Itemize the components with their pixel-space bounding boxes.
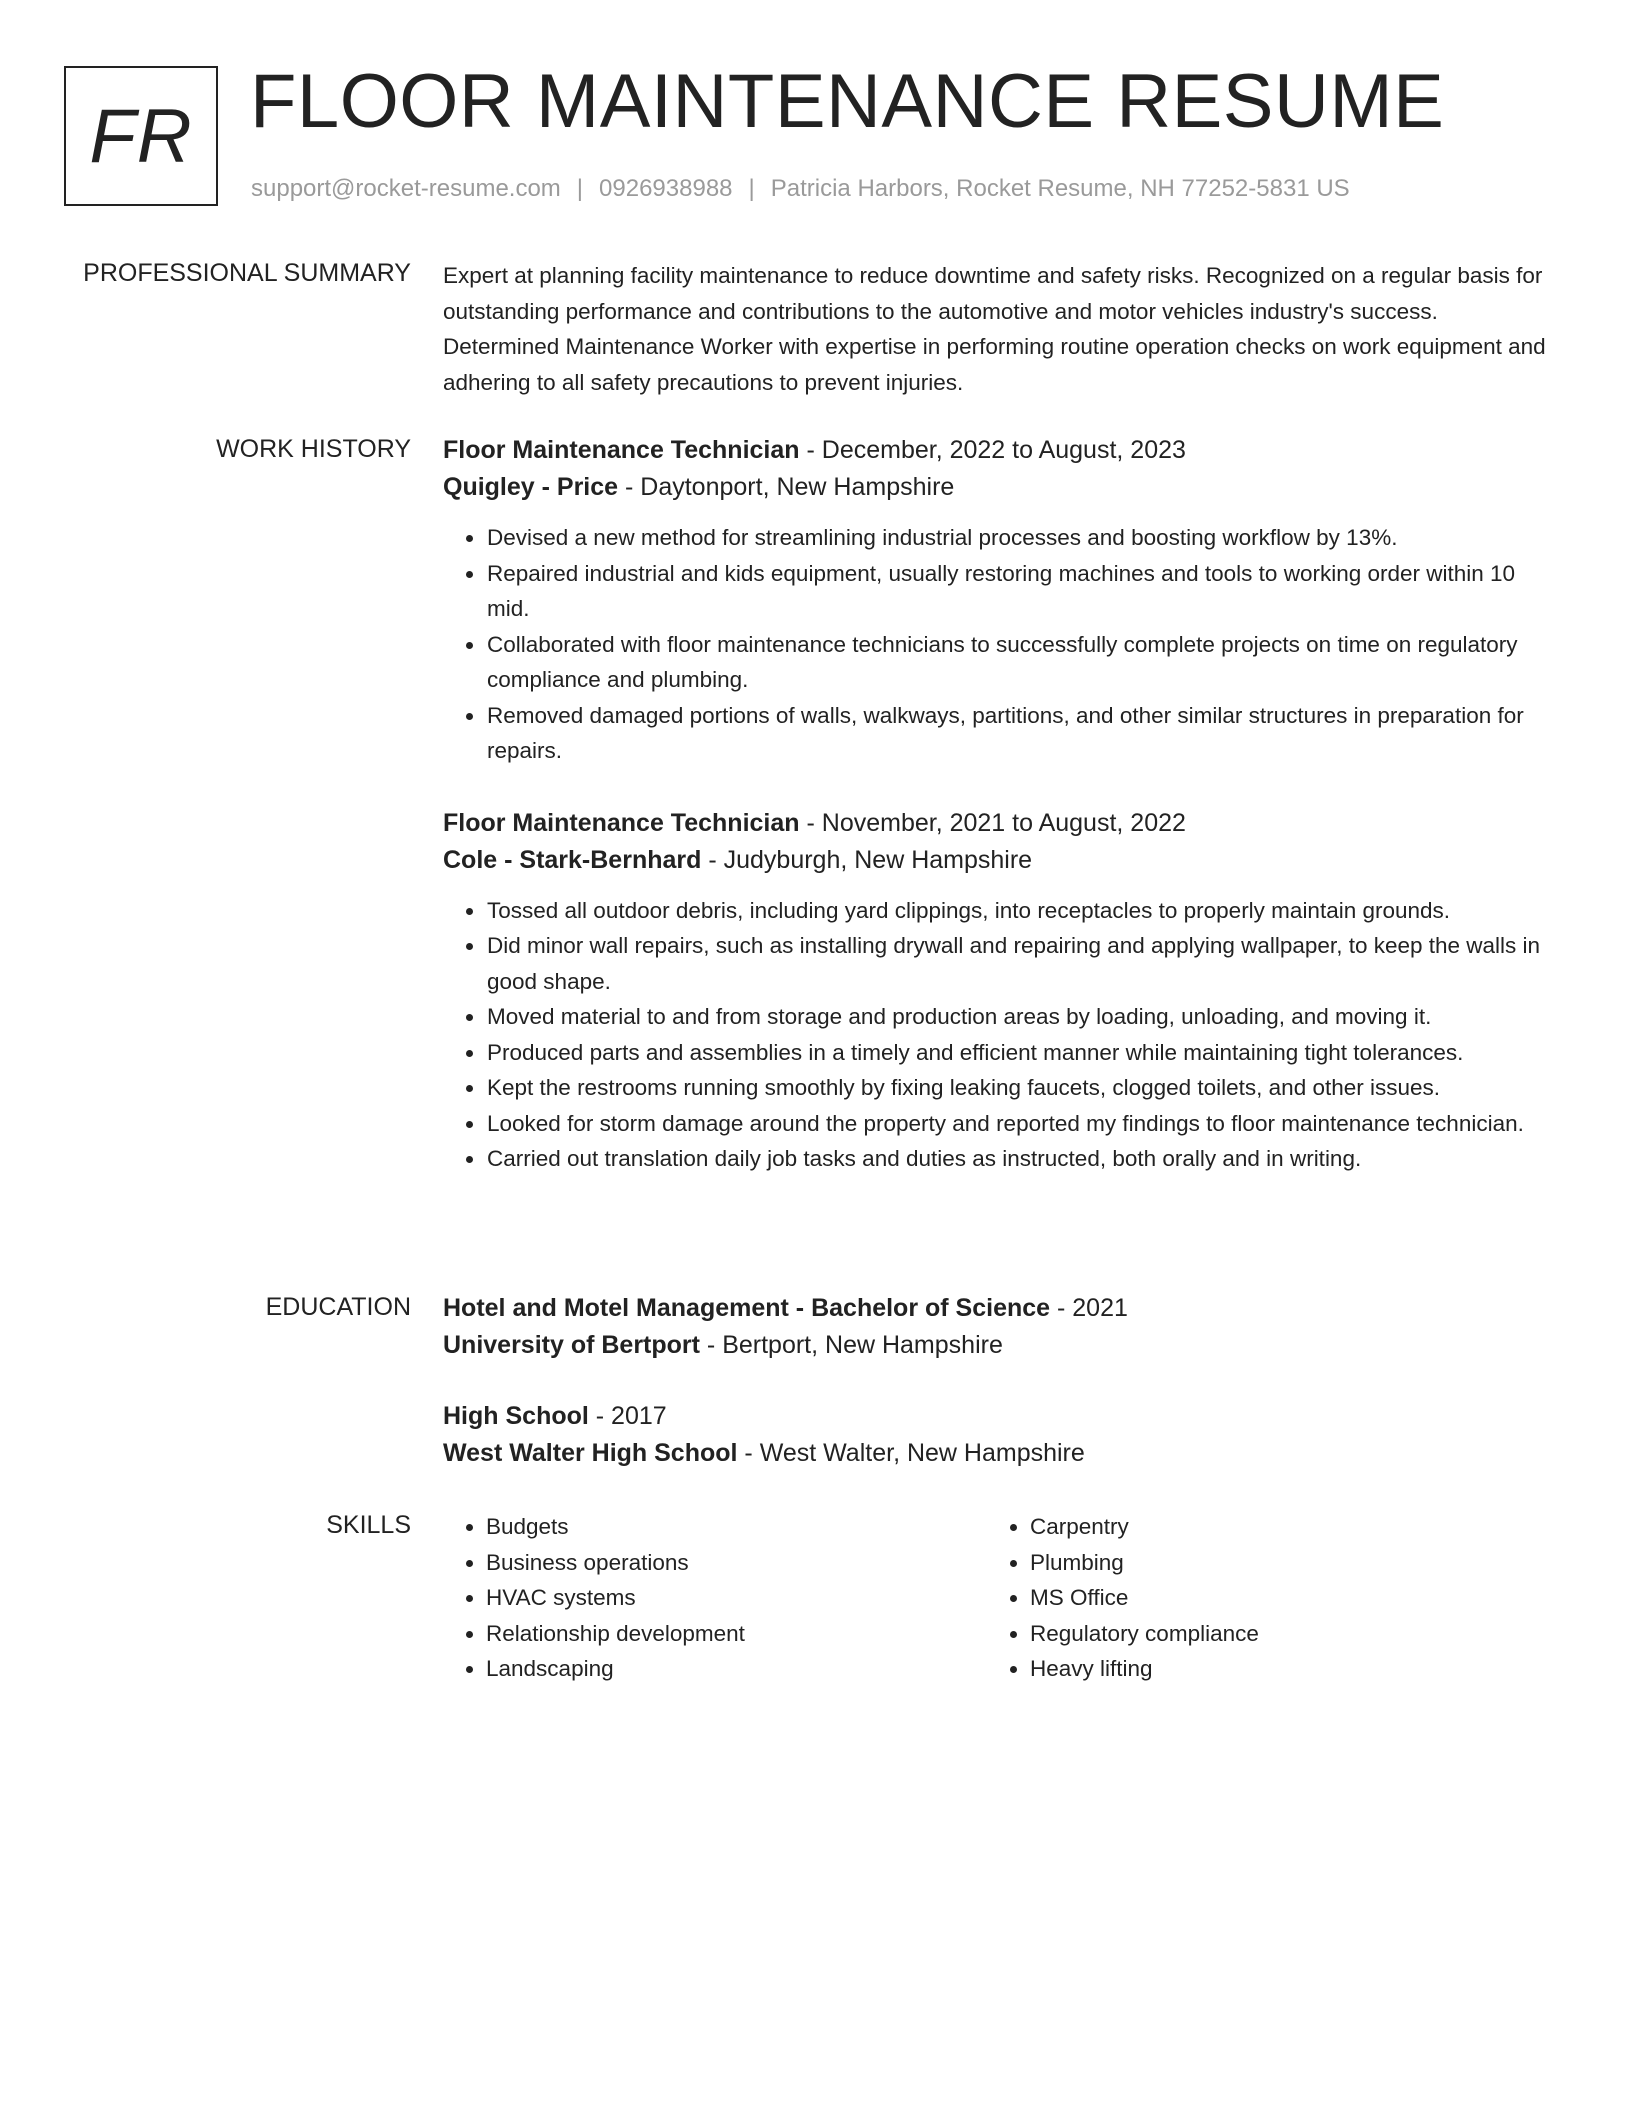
contact-separator: | <box>748 175 755 202</box>
monogram-text: FR <box>89 93 193 179</box>
job-bullet: • Repaired industrial and kids equipment, usually restoring machines and tools to working order within 10 mid. <box>486 556 1555 627</box>
skill-item: • Regulatory compliance <box>1030 1616 1530 1652</box>
contact-phone: 0926938988 <box>599 175 733 202</box>
job-title: Floor Maintenance Technician <box>443 436 800 464</box>
summary-text: Expert at planning facility maintenance to reduce downtime and safety risks. Recognized on a regular basis for outstanding performance and contributions to the automotive and motor vehicles industry's success. Determined Maintenance Worker with expertise in performing routine operation checks on work equipment and adhering to all safety precautions to prevent injuries. <box>443 263 1546 395</box>
job-entry <box>443 805 1555 1177</box>
contact-address: Patricia Harbors, Rocket Resume, NH 77252-5831 US <box>770 175 1350 202</box>
job-bullet: • Kept the restrooms running smoothly by fixing leaking faucets, clogged toilets, and other issues. <box>486 1070 1555 1106</box>
job-bullet: • Carried out translation daily job tasks and duties as instructed, both orally and in writing. <box>486 1141 1555 1177</box>
school-location: - Bertport, New Hampshire <box>699 1331 1003 1359</box>
job-title: Floor Maintenance Technician <box>443 808 800 837</box>
degree-year: - 2021 <box>1050 1294 1128 1322</box>
job-location: - Judyburgh, New Hampshire <box>701 845 1033 874</box>
job-bullet: • Devised a new method for streamlining industrial processes and boosting workflow by 13%. <box>486 520 1555 556</box>
skills-columns <box>443 1509 1555 1687</box>
skill-item: • HVAC systems <box>486 1580 986 1616</box>
skill-item: • MS Office <box>1030 1580 1530 1616</box>
job-bullet: • Produced parts and assemblies in a timely and efficient manner while maintaining tight tolerances. <box>486 1035 1555 1071</box>
job-bullets <box>443 520 1555 769</box>
education-entry <box>443 1290 1555 1364</box>
job-dates: - November, 2021 to August, 2022 <box>799 808 1186 837</box>
monogram-badge <box>64 66 218 206</box>
job-entry <box>443 432 1555 769</box>
job-location: - Daytonport, New Hampshire <box>618 473 955 501</box>
skills-column-1 <box>443 1509 986 1687</box>
degree: Hotel and Motel Management - Bachelor of Science <box>443 1294 1051 1322</box>
degree-line <box>443 1398 1555 1435</box>
resume-title: FLOOR MAINTENANCE RESUME <box>250 59 1445 144</box>
job-bullet: • Looked for storm damage around the property and reported my findings to floor maintenance technician. <box>486 1106 1555 1142</box>
skill-item: • Plumbing <box>1030 1545 1530 1581</box>
school: West Walter High School <box>443 1439 738 1467</box>
school-line <box>443 1435 1555 1472</box>
skills-body <box>443 1509 1555 1687</box>
skill-item: • Relationship development <box>486 1616 986 1652</box>
contact-separator: | <box>576 175 584 202</box>
section-label-work: WORK HISTORY <box>216 435 411 463</box>
skill-item: • Business operations <box>486 1545 986 1581</box>
skills-column-2 <box>986 1509 1530 1687</box>
job-company-line <box>443 842 1555 879</box>
contact-email: support@rocket-resume.com <box>251 175 561 202</box>
school: University of Bertport <box>443 1331 700 1359</box>
job-bullet: • Tossed all outdoor debris, including yard clippings, into receptacles to properly maintain grounds. <box>486 893 1555 929</box>
contact-line <box>251 174 1350 204</box>
skill-item: • Carpentry <box>1030 1509 1530 1545</box>
school-location: - West Walter, New Hampshire <box>737 1439 1085 1467</box>
education-entry <box>443 1398 1555 1472</box>
summary-body <box>443 258 1555 400</box>
job-company: Quigley - Price <box>443 473 619 501</box>
section-label-summary: PROFESSIONAL SUMMARY <box>83 259 411 287</box>
work-history-body <box>443 432 1555 1213</box>
degree-year: - 2017 <box>588 1402 667 1430</box>
job-bullet: • Did minor wall repairs, such as installing drywall and repairing and applying wallpaper, to keep the walls in good shape. <box>486 928 1555 999</box>
school-line <box>443 1327 1555 1364</box>
degree-line <box>443 1290 1555 1327</box>
job-company-line <box>443 469 1555 506</box>
section-label-education: EDUCATION <box>265 1293 411 1321</box>
skill-item: • Heavy lifting <box>1030 1651 1530 1687</box>
education-body <box>443 1290 1555 1508</box>
skill-item: • Budgets <box>486 1509 986 1545</box>
job-title-line <box>443 432 1555 469</box>
job-bullet: • Removed damaged portions of walls, walkways, partitions, and other similar structures in preparation for repairs. <box>486 698 1555 769</box>
job-bullet: • Moved material to and from storage and production areas by loading, unloading, and moving it. <box>486 999 1555 1035</box>
job-bullet: • Collaborated with floor maintenance technicians to successfully complete projects on time on regulatory compliance and plumbing. <box>486 627 1555 698</box>
job-bullets <box>443 893 1555 1177</box>
job-title-line <box>443 805 1555 842</box>
skill-item: • Landscaping <box>486 1651 986 1687</box>
job-dates: - December, 2022 to August, 2023 <box>799 436 1186 464</box>
section-label-skills: SKILLS <box>326 1511 411 1539</box>
job-company: Cole - Stark-Bernhard <box>443 845 702 874</box>
degree: High School <box>443 1402 589 1430</box>
